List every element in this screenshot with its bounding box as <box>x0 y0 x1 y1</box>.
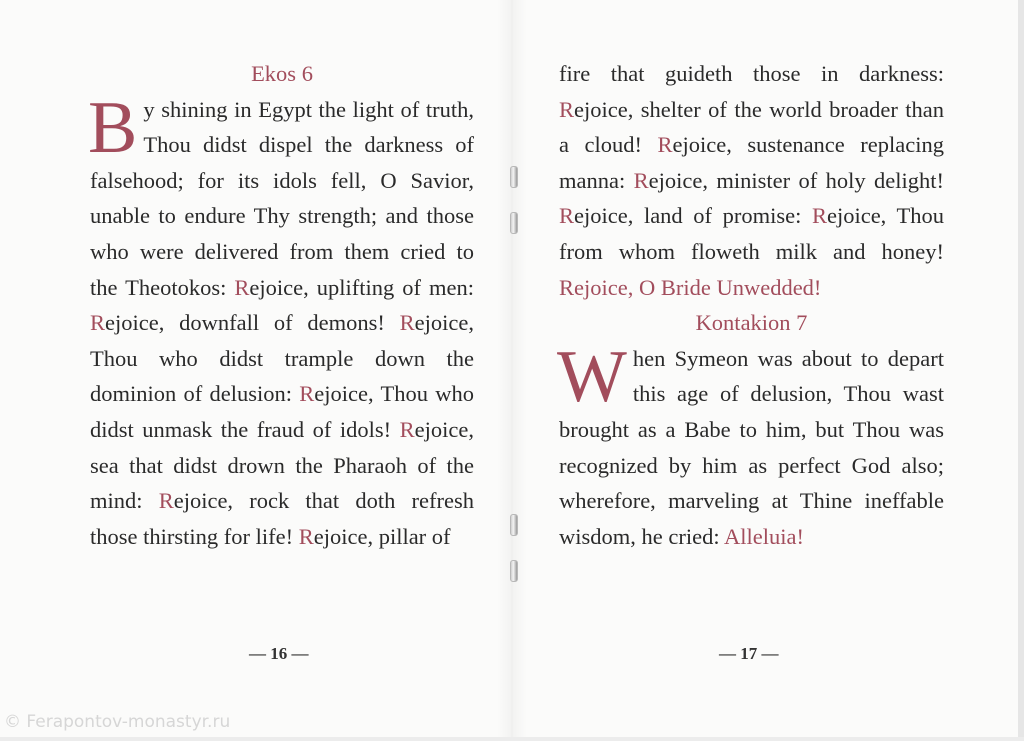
staple-top-lower <box>510 212 518 234</box>
rubric-text: R <box>657 132 673 158</box>
rubric-text: R <box>811 203 827 229</box>
rubric-text: R <box>299 381 315 407</box>
body-text: ejoice, land of promise: <box>574 203 812 229</box>
body-text: y shining in Egypt the light of truth, Thou didst dispel the darkness of falsehood; for its idols fell, O Savior, unable to endure Thy strength; and those who were delivered from them cried to the Theotokos: <box>90 96 474 300</box>
right-page <box>559 56 944 554</box>
rubric-text: R <box>559 96 575 122</box>
page-number-left: — 16 — <box>249 644 309 663</box>
staple-top <box>510 166 518 188</box>
rubric-text: R <box>633 167 649 193</box>
dropcap-w: W <box>557 335 627 418</box>
ekos-continuation-text <box>559 61 944 300</box>
body-text: fire that guideth those in darkness: <box>559 61 944 86</box>
ekos-heading: Ekos 6 <box>251 61 313 86</box>
dropcap-b: B <box>88 86 138 169</box>
body-text: hen Symeon was about to depart this age of delusion, Thou wast brought as a Babe to him, but Thou was recognized by him as perfect God also; wherefore, marveling at Thine ineffable wisdom, he cried: <box>559 345 944 549</box>
kontakion-body <box>557 335 944 555</box>
watermark: © Ferapontov-monastyr.ru <box>4 712 231 732</box>
rubric-text: R <box>234 274 250 300</box>
body-text: ejoice, minister of holy delight! <box>648 167 944 193</box>
rubric-text: R <box>158 488 174 514</box>
staple-bottom <box>510 514 518 536</box>
body-text: ejoice, Thou from whom floweth milk and honey! <box>559 203 944 264</box>
page-number-right: — 17 — <box>719 644 779 663</box>
body-text: ejoice, shelter of the world broader than a cloud! <box>559 96 944 158</box>
rubric-text: Alleluia! <box>723 523 804 549</box>
body-text: ejoice, sea that didst drown the Pharaoh of the mind: <box>90 416 474 514</box>
ekos-continuation <box>559 56 944 305</box>
body-text: ejoice, downfall of demons! <box>105 310 400 336</box>
rubric-text: R <box>399 310 415 336</box>
staple-bottom-lower <box>510 560 518 582</box>
page-edge <box>1018 0 1024 741</box>
body-text: ejoice, Thou who didst trample down the dominion of delusion: <box>90 310 474 407</box>
body-text: ejoice, pillar of <box>313 523 451 549</box>
ekos-body <box>88 86 474 555</box>
body-text: ejoice, sustenance replacing manna: <box>559 132 944 193</box>
left-page <box>90 56 474 554</box>
rubric-text: R <box>559 203 575 229</box>
rubric-text: R <box>298 523 314 549</box>
book-gutter <box>497 0 527 741</box>
rubric-text: R <box>399 416 415 442</box>
kontakion-heading: Kontakion 7 <box>695 310 808 336</box>
body-text: ejoice, rock that doth refresh those thirsting for life! <box>90 488 474 549</box>
rubric-text: Rejoice, O Bride Unwedded! <box>559 274 822 300</box>
body-text: ejoice, Thou who didst unmask the fraud of idols! <box>90 381 474 442</box>
page-edge-bottom <box>0 737 1024 741</box>
ekos-text <box>88 86 474 549</box>
rubric-text: R <box>90 310 106 336</box>
body-text: ejoice, uplifting of men: <box>249 274 474 300</box>
